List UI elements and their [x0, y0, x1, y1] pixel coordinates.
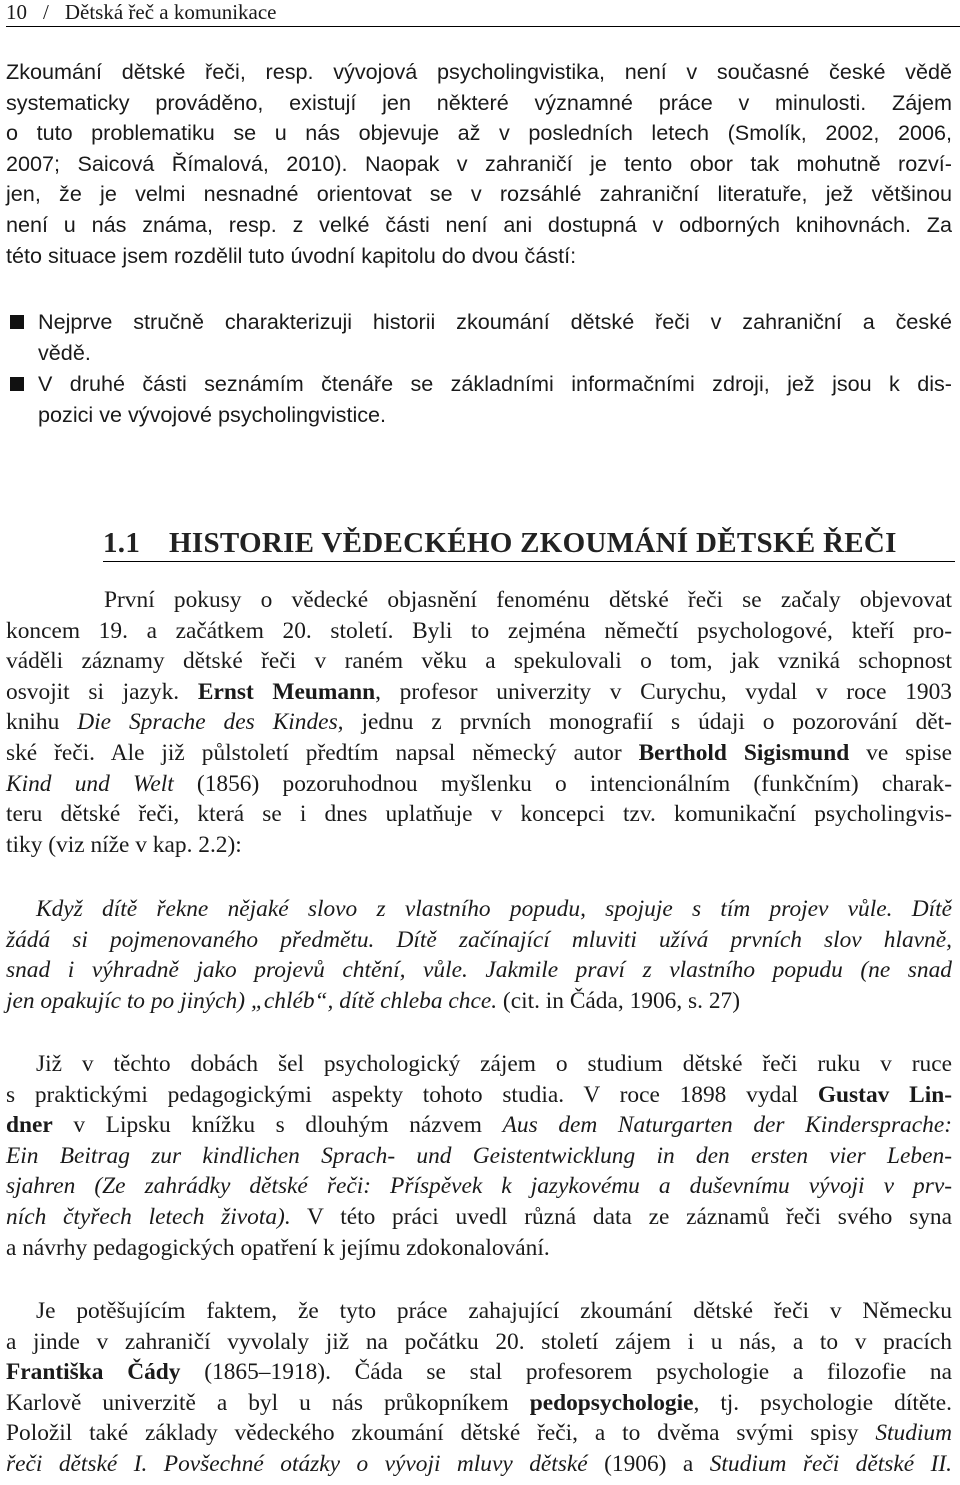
text-line: snad i výhradně jako projevů chtění, vůle. Jakmile praví z vlastního popudu (ne snad [6, 957, 952, 984]
text-line: 2007; Saicová Římalová, 2010). Naopak v zahraničí je tento obor tak mohutně rozví- [6, 150, 952, 176]
text-line: Nejprve stručně charakterizuji historii zkoumání dětské řeči v zahraniční a české [38, 309, 952, 334]
text-line: teru dětské řeči, která se i dnes uplatňuje v koncepci tzv. komunikační psycholingvis- [6, 801, 952, 828]
text-line: systematicky prováděno, existují jen některé významné práce v minulosti. Zájem [6, 89, 952, 115]
text-line: Karlově univerzitě a byl u nás průkopníkem pedopsychologie, tj. psychologie dítěte. [6, 1389, 952, 1416]
text-line: Položil také základy vědeckého zkoumání dětské řeči, a to dvěma svými spisy Studium [6, 1420, 952, 1447]
intro-paragraph [6, 57, 952, 271]
text-line: vědě. [38, 339, 91, 365]
book-title: Studium řeči dětské II. [709, 1450, 952, 1477]
text-line: váděli záznamy dětské řeči v raném věku a spekulovali o tom, jak vzniká schopnost [6, 648, 952, 675]
header-separator: / [43, 0, 49, 24]
section-title: HISTORIE VĚDECKÉHO ZKOUMÁNÍ DĚTSKÉ ŘEČI [169, 527, 897, 559]
text-line: Františka Čády (1865–1918). Čáda se stal profesorem psychologie a filozofie na [6, 1359, 953, 1386]
author-name: Gustav Lin- [817, 1081, 952, 1108]
paragraph [6, 1049, 952, 1263]
text-line: sjahren (Ze zahrádky dětské řeči: Příspěvek k jazykovému a duševnímu vývoji v prv- [6, 1173, 952, 1200]
author-name: Ernst Meumann [197, 678, 376, 705]
text-line: Již v těchto dobách šel psychologický zájem o studium dětské řeči ruku v ruce [36, 1051, 952, 1077]
text-line: tiky (viz níže v kap. 2.2): [6, 831, 242, 858]
section-heading [103, 525, 955, 562]
text-line: pozici ve vývojové psycholingvistice. [38, 401, 387, 427]
text-line: o tuto problematiku se u nás objevuje až v posledních letech (Smolík, 2002, 2006, [6, 120, 952, 146]
key-term: pedopsychologie [529, 1389, 694, 1416]
author-name: Berthold Sigismund [638, 739, 850, 766]
running-title: Dětská řeč a komunikace [64, 0, 277, 24]
running-header [6, 0, 960, 27]
quotation [6, 894, 952, 1016]
text-line: dner v Lipsku knížku s dlouhým názvem Aus dem Naturgarten der Kindersprache: [6, 1112, 952, 1139]
text-line: ské řeči. Ale již půlstoletí předtím napsal německý autor Berthold Sigismund ve spise [6, 739, 952, 766]
text-line: řeči dětské I. Povšechné otázky o vývoji mluvy dětské (1906) a Studium řeči dětské II. [6, 1450, 952, 1477]
text-line: Kind und Welt (1856) pozoruhodnou myšlenku o intencionálním (funkčním) charak- [6, 770, 952, 797]
text-line: žádá si pojmenovaného předmětu. Dítě začínající mluviti užívá prvních slov hlavně, [6, 926, 952, 953]
text-line: ních čtyřech letech života). V této práci uvedl různá data ze záznamů řeči svého syna [6, 1203, 952, 1230]
book-title: řeči dětské I. Povšechné otázky o vývoji mluvy dětské [6, 1450, 588, 1477]
book-title: Die Sprache des Kindes, [77, 709, 344, 736]
text-line: jen, že je velmi nesnadné orientovat se v rozsáhlé zahraniční literatuře, jež většinou [6, 181, 952, 207]
text-line: této situace jsem rozdělil tuto úvodní kapitolu do dvou částí: [6, 242, 577, 268]
square-bullet-icon [10, 377, 24, 391]
author-name: Františka Čády [6, 1359, 181, 1386]
paragraph [6, 585, 952, 860]
text-line: Ein Beitrag zur kindlichen Sprach- und Geistentwicklung in den ersten vier Leben- [6, 1142, 952, 1169]
text-line: a návrhy pedagogických opatření k jejímu zdokonalování. [6, 1234, 550, 1261]
text-line: První pokusy o vědecké objasnění fenoménu dětské řeči se začaly objevovat [104, 587, 952, 613]
text-line: knihu Die Sprache des Kindes, jednu z prvních monografií s údaji o pozorování dět- [6, 709, 952, 736]
book-title: Aus dem Naturgarten der Kindersprache: [502, 1112, 952, 1139]
citation: (cit. in Čáda, 1906, s. 27) [497, 987, 741, 1014]
text-line: V druhé části seznámím čtenáře se základními informačními zdroji, jež jsou k dis- [38, 371, 952, 396]
book-title: Studium [875, 1420, 952, 1447]
text-line: a jinde v zahraničí vyvolaly již na počátku 20. století zájem i u nás, a to v pracích [6, 1328, 952, 1355]
text-line: Zkoumání dětské řeči, resp. vývojová psycholingvistika, není v současné české vědě [6, 59, 952, 84]
text-line: Je potěšujícím faktem, že tyto práce zahajující zkoumání dětské řeči v Německu [36, 1298, 952, 1324]
text-line: není u nás známa, resp. z velké části není ani dostupná v odborných knihovnách. Za [6, 211, 952, 237]
book-title: Kind und Welt [6, 770, 174, 797]
author-name: dner [6, 1112, 53, 1139]
section-number: 1.1 [103, 527, 141, 559]
text-line: koncem 19. a začátkem 20. století. Byli to zejména němečtí psychologové, kteří pro- [6, 617, 952, 644]
text-line: s praktickými pedagogickými aspekty tohoto studia. V roce 1898 vydal Gustav Lin- [6, 1081, 952, 1108]
text-line: osvojit si jazyk. Ernst Meumann, profesor univerzity v Curychu, vydal v roce 1903 [6, 678, 953, 705]
page-number: 10 [6, 0, 27, 24]
paragraph [6, 1296, 952, 1480]
text-line: jen opakujíc to po jiných) „chléb“, dítě chleba chce. (cit. in Čáda, 1906, s. 27) [6, 987, 741, 1014]
square-bullet-icon [10, 315, 24, 329]
text-line: Když dítě řekne nějaké slovo z vlastního popudu, spojuje s tím projev vůle. Dítě [36, 896, 952, 922]
